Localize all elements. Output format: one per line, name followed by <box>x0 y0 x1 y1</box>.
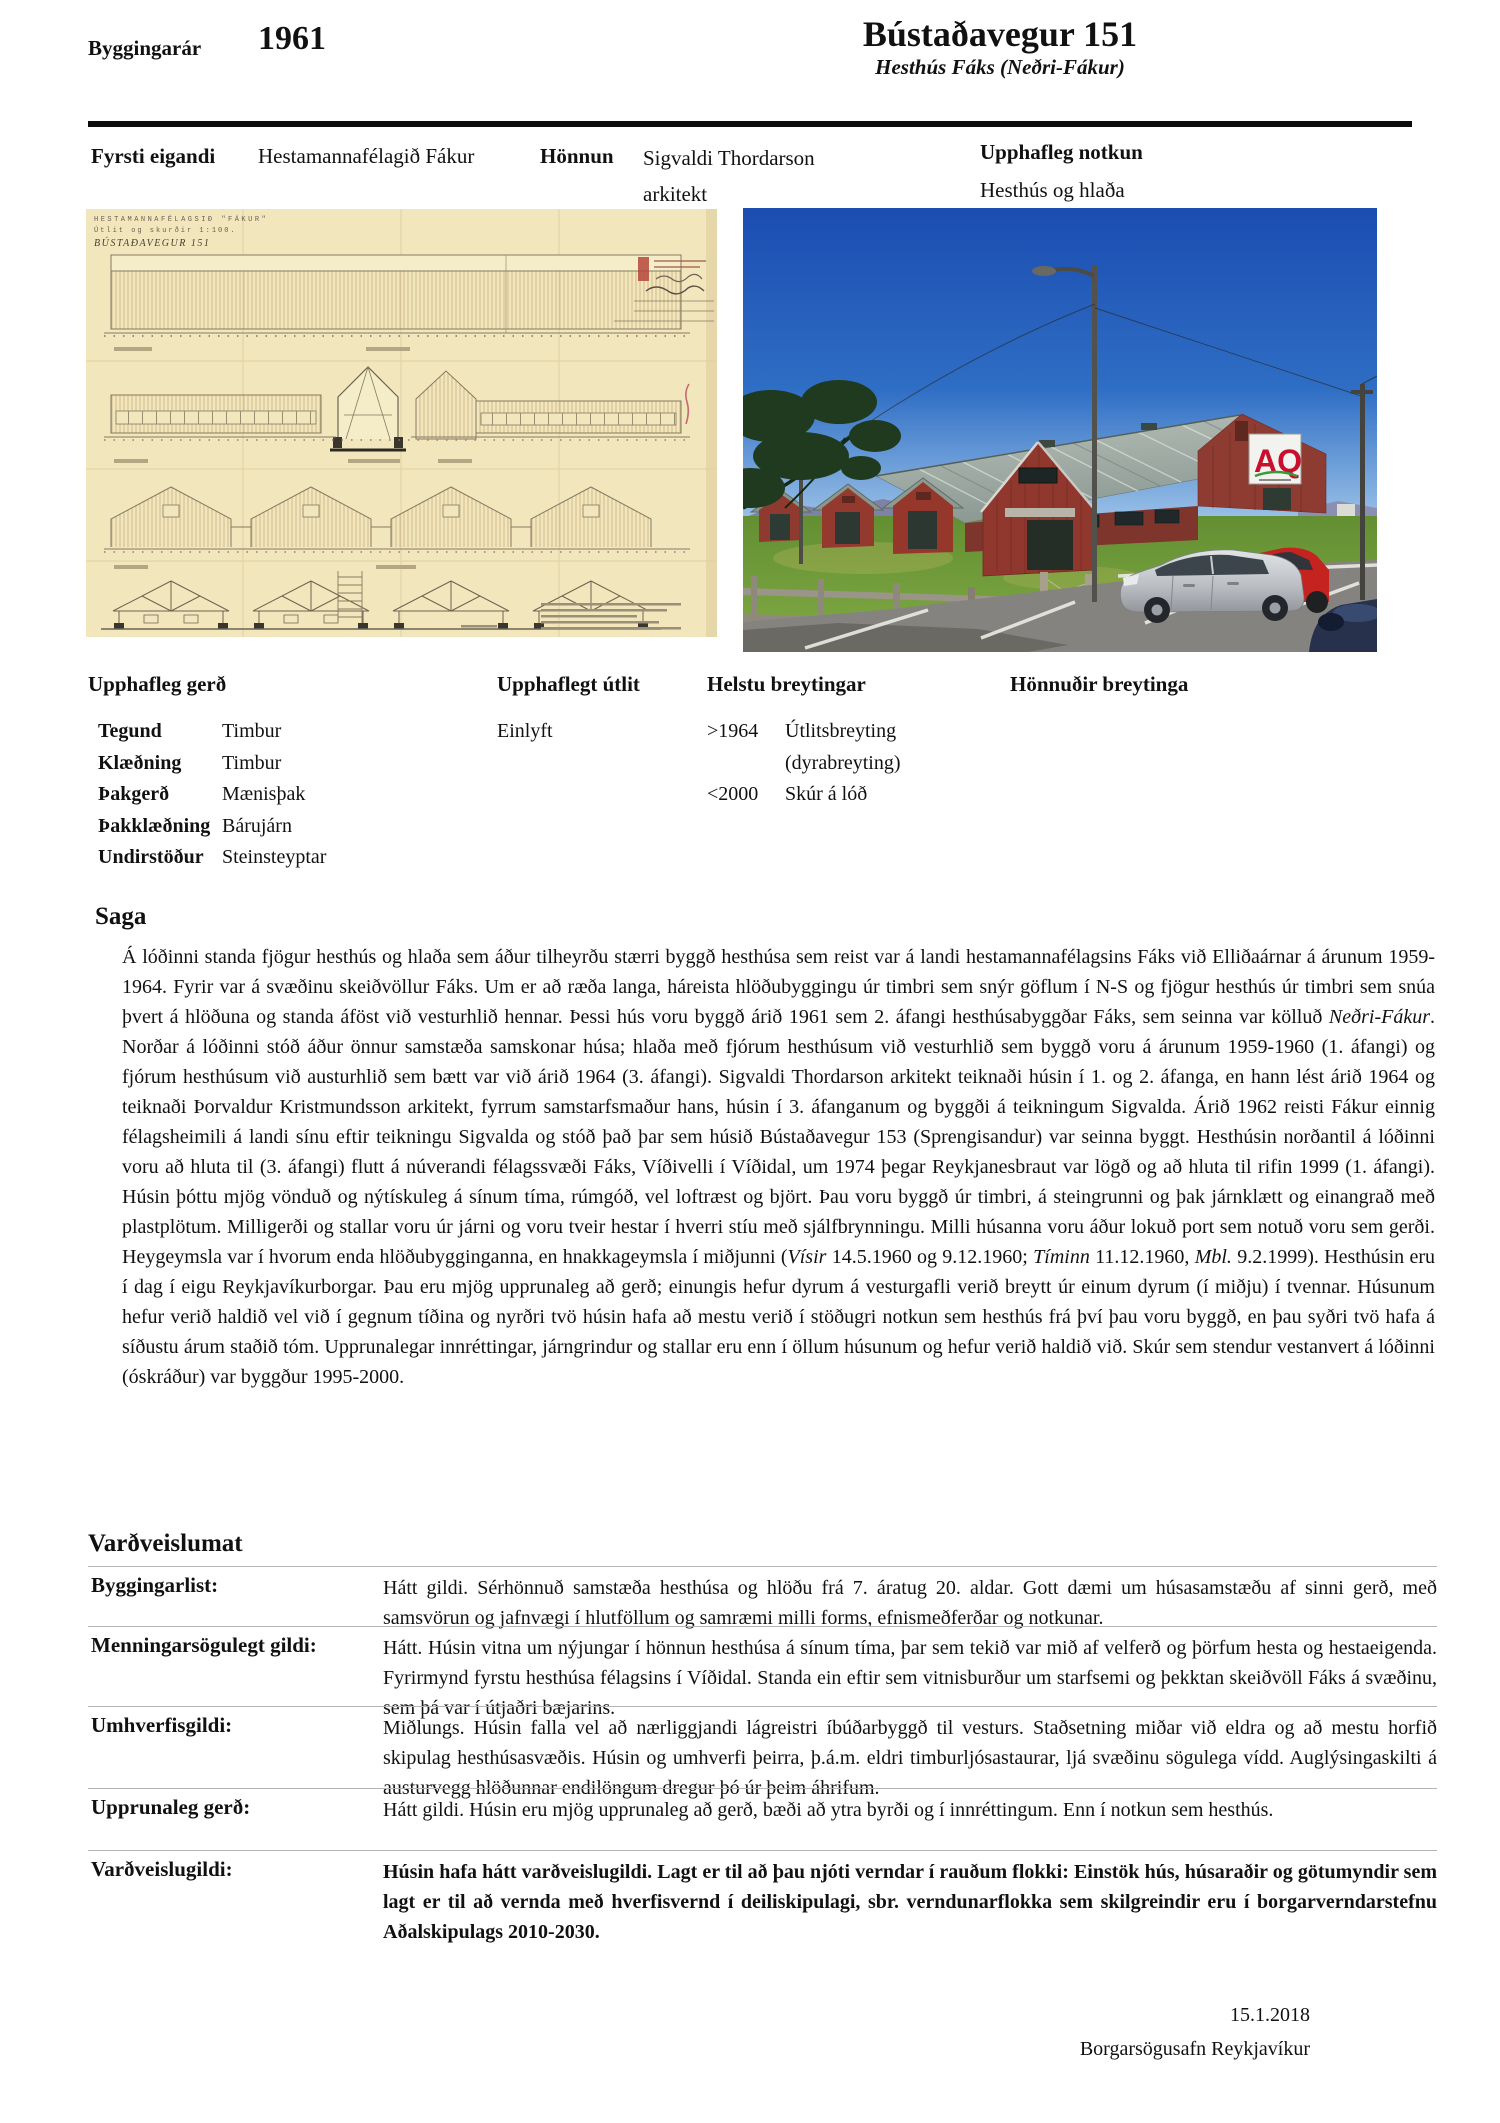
footer-organization: Borgarsögusafn Reykjavíkur <box>1079 2038 1310 2060</box>
designer-name: Sigvaldi Thordarson <box>643 146 815 170</box>
change-desc: (dyrabreyting) <box>785 751 901 774</box>
barn-sign-text: AQ <box>1254 443 1302 479</box>
spec-label: Þakklæðning <box>98 814 211 837</box>
footer <box>0 1998 1310 2066</box>
assessment-label: Varðveislugildi: <box>91 1857 233 1881</box>
spec-label: Tegund <box>98 720 162 742</box>
page-title: Bústaðavegur 151 <box>862 14 1138 54</box>
saga-heading: Saga <box>95 903 147 930</box>
change-desc: Skúr á lóð <box>785 783 868 805</box>
architectural-drawing-svg <box>86 209 717 637</box>
original-look-text: Einlyft <box>497 720 553 742</box>
change-year <box>707 748 758 780</box>
drawing-caption-2: Útlit og skurðir 1:100. <box>94 227 237 235</box>
change-desc: Útlitsbreyting <box>785 720 897 742</box>
assessment-row-upprunaleg-gerd <box>88 1788 1437 1850</box>
distant-building <box>1337 504 1355 516</box>
site-photo-svg <box>743 208 1377 652</box>
building-year: 1961 <box>258 20 326 57</box>
assessment-text: Miðlungs. Húsin falla vel að nærliggjandi lágreistri íbúðarbyggð til vesturs. Staðsetning miðar við eldra og að mestu horfið skipulag hesthúsasvæðis. Húsin og umhverfi þeirra, þ.á.m. eldri timburljósastaurar, ljá svæðinu sögulega vídd. Auglýsingaskilti á austurvegg hlöðunnar endilöngum dregur þó úr þeim áhrifum. <box>383 1717 1437 1799</box>
assessment-text: Hátt gildi. Sérhönnuð samstæða hesthúsa og hlöðu frá 7. áratug 20. aldar. Gott dæmi um húsasamstæðu af sinni gerð, með samsvörun og jafnvægi í hlutföllum og samræmi milli forms, efnismeðferðar og notkunar. <box>383 1577 1437 1629</box>
change-designers-header: Hönnuðir breytinga <box>1010 672 1189 696</box>
designer-role: arkitekt <box>643 182 708 206</box>
assessment-label: Byggingarlist: <box>91 1573 219 1597</box>
change-year: <2000 <box>707 783 759 805</box>
page-subtitle: Hesthús Fáks (Neðri-Fákur) <box>875 55 1125 79</box>
site-photo <box>743 208 1377 652</box>
spec-value: Timbur <box>222 751 282 774</box>
original-use-value: Hesthús og hlaða <box>980 178 1125 202</box>
spec-label: Þakgerð <box>98 783 170 805</box>
change-descs-column <box>785 716 901 811</box>
assessment-label: Menningarsögulegt gildi: <box>91 1633 317 1657</box>
change-year: >1964 <box>707 720 759 742</box>
building-year-label: Byggingarár <box>88 36 202 60</box>
assessment-row-byggingarlist <box>88 1566 1437 1633</box>
spec-value: Bárujárn <box>222 814 292 837</box>
spec-labels-column <box>98 716 210 874</box>
paper-edge-shade <box>706 209 717 637</box>
spec-value: Timbur <box>222 720 282 742</box>
assessment-text: Hátt gildi. Húsin eru mjög upprunaleg að gerð, bæði að ytra byrði og í innréttingum. Enn í notkun sem hesthús. <box>383 1799 1274 1821</box>
original-use-label: Upphafleg notkun <box>980 140 1143 164</box>
spec-label: Undirstöður <box>98 846 204 868</box>
assessment-heading: Varðveislumat <box>88 1530 243 1557</box>
title-block <box>750 14 1250 80</box>
assessment-text: Húsin hafa hátt varðveislugildi. Lagt er til að þau njóti verndar í rauðum flokki: Einstök hús, húsaraðir og götumyndir sem lagt er til að vernda með hverfisvernd í deiliskipulagi, sbr. verndunarflokka sem skilgreindir eru í borgarverndarstefnu Aðalskipulags 2010-2030. <box>383 1861 1437 1943</box>
assessment-row-vardveislugildi <box>88 1850 1437 1950</box>
original-make-header: Upphafleg gerð <box>88 672 227 696</box>
design-label: Hönnun <box>540 144 614 168</box>
drawing-caption-3: BÚSTAÐAVEGUR 151 <box>94 238 211 249</box>
changes-header: Helstu breytingar <box>707 672 866 696</box>
first-owner-label: Fyrsti eigandi <box>91 144 216 168</box>
spec-value: Mænisþak <box>222 783 306 805</box>
original-look-value <box>497 716 553 748</box>
spec-label: Klæðning <box>98 751 182 774</box>
header-rule <box>88 121 1412 127</box>
saga-paragraph: Á lóðinni standa fjögur hesthús og hlaða sem áður tilheyrðu stærri byggð hesthúsa sem reist var á landi hestamannafélagsins Fáks við Elliðaárnar á árunum 1959-1964. Fyrir var á svæðinu skeiðvöllur Fáks. Um er að ræða langa, háreista hlöðubyggingu úr timbri sem snýr göflum í N-S og fjögur hesthús úr timbri sem snúa þvert á hlöðuna og standa áföst við vesturhlið hennar. Þessi hús voru byggð árið 1961 sem 2. áfangi hesthúsabyggðar Fáks, sem seinna var kölluð Neðri-Fákur. Norðar á lóðinni stóð áður önnur samstæða samskonar húsa; hlaða með fjórum hesthúsum við vesturhlið sem byggð voru á árunum 1959-1960 (1. áfangi) og fjórum hesthúsum við austurhlið sem bætt var við árið 1964 (3. áfangi). Sigvaldi Thordarson arkitekt teiknaði húsin í 1. og 2. áfanga, en hann lést árið 1964 og teiknaði Þorvaldur Kristmundsson arkitekt, fyrrum samstarfsmaður hans, húsin í 3. áfanganum og byggði á teikningum Sigvalda. Árið 1962 reisti Fákur einnig félagsheimili á landi sínu eftir teikningu Sigvalda og stóð það þar sem húsið Bústaðavegur 153 (Sprengisandur) var seinna byggt. Hesthúsin norðantil á lóðinni voru að hluta til (3. áfangi) flutt á núverandi félagssvæði Fáks, Víðivelli í Víðidal, um 1974 þegar Reykjanesbraut var lögð og að hluta til rifin 1999 (1. áfangi). Húsin þóttu mjög vönduð og nýtískuleg á sínum tíma, rúmgóð, vel loftræst og björt. Þau voru byggð úr timbri, á steingrunni og þak járnklætt og einangrað með plastplötum. Milligerði og stallar voru úr járni og voru tveir hestar í hverri stíu með sjálfbrynningu. Milli húsanna voru áður lokuð port sem notuð voru sem gerði. Heygeymsla var í hvorum enda hlöðubygginganna, en hnakkageymsla í miðjunni (Vísir 14.5.1960 og 9.12.1960; Tíminn 11.12.1960, Mbl. 9.2.1999). Hesthúsin eru í dag í eigu Reykjavíkurborgar. Þau eru mjög upprunaleg að gerð; einungis hefur dyrum á vesturgafli verið breytt úr einum dyrum (í miðju) í tvennar. Húsunum hefur verið haldið vel við í gegnum tíðina og nyrðri tvö húsin hafa að mestu verið í stöðugri notkun sem hesthús frá því þau voru byggð, en þau syðri tvö hafa á síðustu árum staðið tóm. Upprunalegar innréttingar, járngrindur og stallar eru enn í öllum húsunum og hefur verið haldið við. Skúr sem stendur vestanvert á lóðinni (óskráður) var byggður 1995-2000. <box>122 946 1435 1388</box>
assessment-label: Upprunaleg gerð: <box>91 1795 251 1819</box>
change-years-column <box>707 716 758 811</box>
assessment-text: Hátt. Húsin vitna um nýjungar í hönnun hesthúsa á sínum tíma, þar sem tekið var mið af velferð og þörfum hesta og hestaeigenda. Fyrirmynd fyrstu hesthúsa félagsins í Víðidal. Standa ein eftir sem vitnisburður um starfsemi og þekktan skeiðvöll Fáks á svæðinu, sem þá var í útjaðri bæjarins. <box>383 1637 1437 1719</box>
original-look-header: Upphaflegt útlit <box>497 672 640 696</box>
footer-date: 15.1.2018 <box>1230 2004 1310 2026</box>
assessment-label: Umhverfisgildi: <box>91 1713 233 1737</box>
drawing-caption-1: HESTAMANNAFÉLAGSIÐ "FÁKUR" <box>94 216 269 224</box>
first-owner-value: Hestamannafélagið Fákur <box>258 144 475 168</box>
spec-value: Steinsteyptar <box>222 846 327 868</box>
architectural-drawing <box>86 209 717 637</box>
spec-values-column <box>222 716 326 874</box>
